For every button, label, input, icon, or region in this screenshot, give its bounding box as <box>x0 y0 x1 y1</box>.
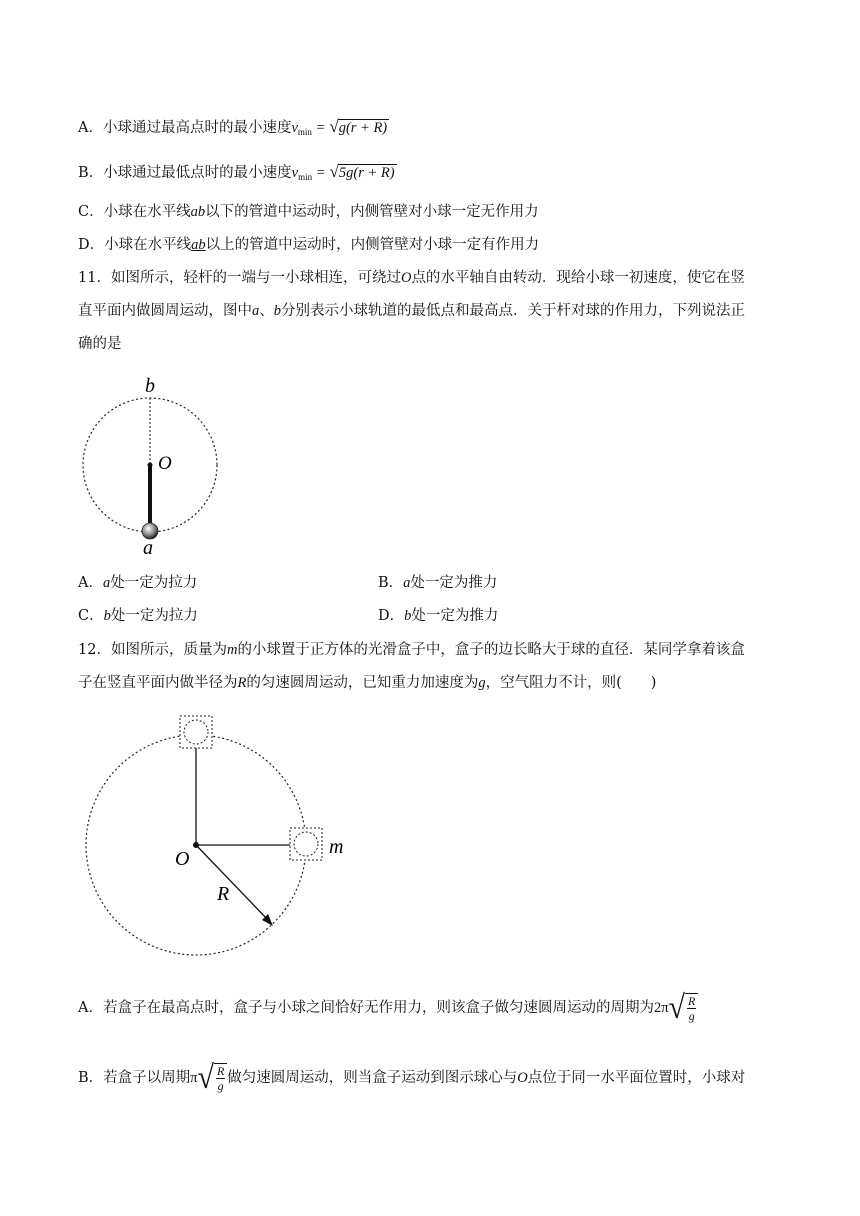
label-a: a <box>143 537 153 559</box>
q11-stem-line-3: 确的是 <box>78 336 122 352</box>
q10-option-a: A．小球通过最高点时的最小速度$v_{min} = √g(r + R)$ <box>78 117 388 137</box>
q10-option-b: B．小球通过最低点时的最小速度$v_{min} = √5g(r + R)$ <box>78 162 395 182</box>
center-point <box>193 842 199 848</box>
q12-option-b: B．若盒子以周期π √ $\frac{R}{g}$ 做匀速圆周运动，则当盒子运动到图示球心与O点位于同一水平面位置时，小球对 <box>78 1059 746 1096</box>
label-o: O <box>158 453 172 474</box>
q10-option-d: D．小球在水平线ab以上的管道中运动时，内侧管壁对小球一定有作用力 <box>78 237 540 253</box>
label-b: b <box>145 375 155 397</box>
q11-option-c: C．b处一定为拉力 <box>78 608 198 624</box>
q11-figure <box>70 370 240 560</box>
box-top <box>180 716 212 748</box>
q11-stem-line-2: 直平面内做圆周运动，图中a、b分别表示小球轨道的最低点和最高点．关于杆对球的作用力，下列说法正 <box>78 303 745 319</box>
q11-stem-line-1: 11．如图所示，轻杆的一端与一小球相连，可绕过O点的水平轴自由转动．现给小球一初速度，使它在竖 <box>78 270 745 286</box>
q11-option-a: A．a处一定为拉力 <box>78 575 198 591</box>
q12-stem-line-2: 子在竖直平面内做半径为R的匀速圆周运动，已知重力加速度为g，空气阻力不计，则( ) <box>78 675 657 691</box>
label-r: R <box>217 883 230 905</box>
q12-stem-line-1: 12．如图所示，质量为m的小球置于正方体的光滑盒子中，盒子的边长略大于球的直径．某同学拿着该盒 <box>78 642 745 658</box>
q11-option-b: B．a处一定为推力 <box>378 575 498 591</box>
radius-arrow <box>196 845 269 921</box>
label-m: m <box>329 836 344 858</box>
q10-option-c: C．小球在水平线ab以下的管道中运动时，内侧管壁对小球一定无作用力 <box>78 204 539 220</box>
q12-option-a: A．若盒子在最高点时，盒子与小球之间恰好无作用力，则该盒子做匀速圆周运动的周期为2π √ $\frac{R}{g}$ <box>78 993 698 1023</box>
q12-figure <box>80 710 360 965</box>
pivot-point <box>148 463 153 468</box>
q11-option-d: D．b处一定为推力 <box>378 608 499 624</box>
box-right <box>290 828 322 860</box>
label-o: O <box>175 848 190 870</box>
